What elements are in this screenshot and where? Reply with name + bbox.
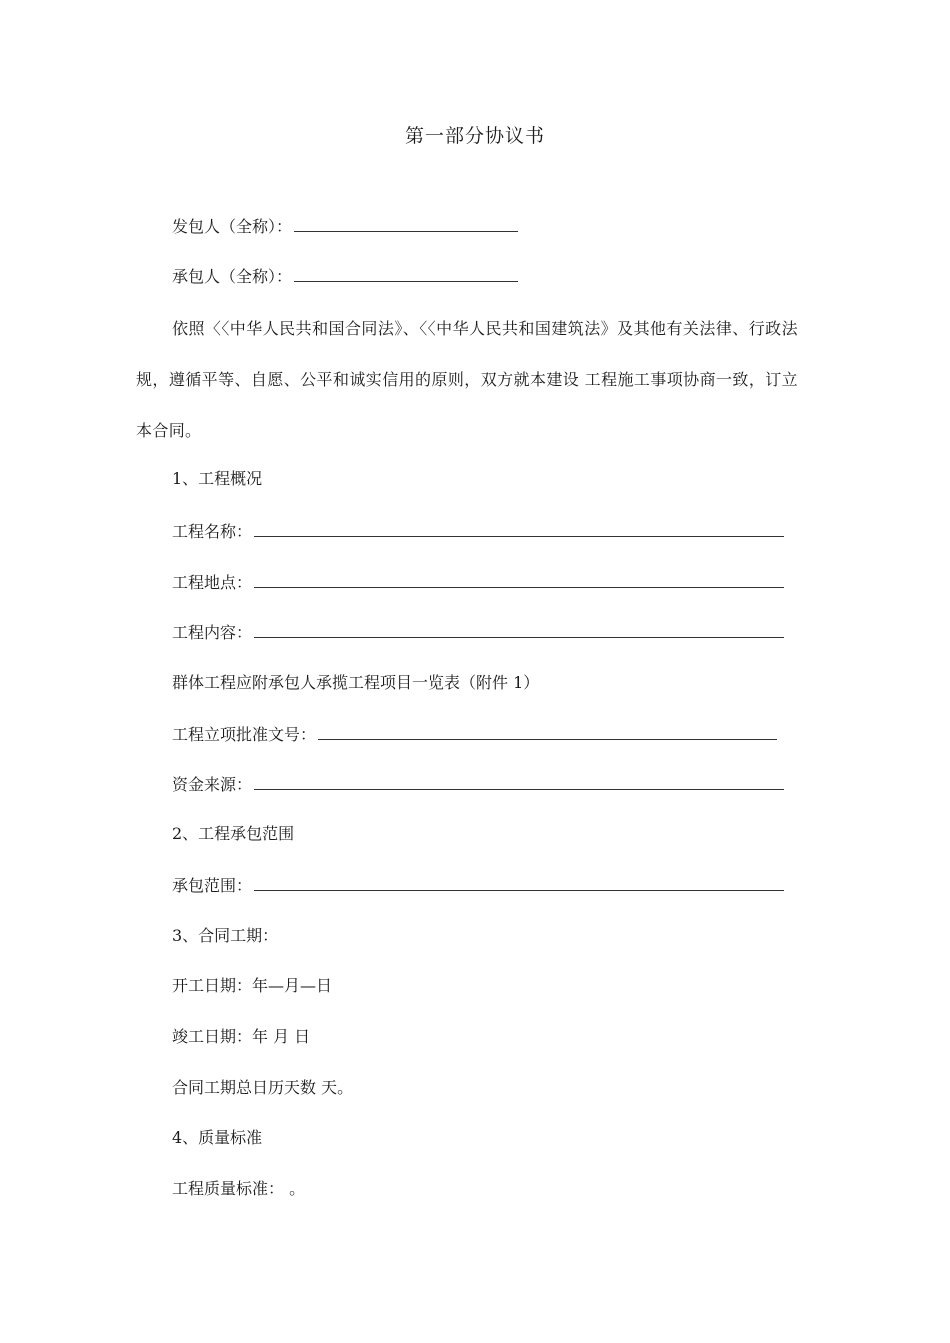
contractor-row: [172, 264, 518, 288]
section3-heading: 3、合同工期：: [172, 926, 279, 945]
approval-number-label: 工程立项批准文号：: [172, 725, 317, 744]
total-days-text: 合同工期总日历天数 天。: [172, 1078, 354, 1097]
project-location-blank[interactable]: [254, 570, 784, 588]
group-project-note: 群体工程应附承包人承揽工程项目一览表（附件 1）: [172, 673, 540, 692]
start-date-text: 开工日期：年—月—日: [172, 976, 333, 995]
quality-standard-text: 工程质量标准： 。: [172, 1179, 306, 1198]
fund-source-blank[interactable]: [254, 772, 784, 790]
project-location-label: 工程地点：: [172, 573, 253, 592]
scope-label: 承包范围：: [172, 876, 253, 895]
project-content-row: [172, 620, 784, 644]
contractor-name-blank[interactable]: [294, 264, 518, 282]
page-title: 第一部分协议书: [404, 125, 545, 147]
project-content-blank[interactable]: [254, 620, 784, 638]
contractor-label: 承包人（全称）：: [172, 267, 293, 286]
employer-name-blank[interactable]: [294, 214, 518, 232]
project-location-row: [172, 570, 784, 594]
employer-label: 发包人（全称）：: [172, 217, 293, 236]
fund-source-row: [172, 772, 784, 796]
approval-number-blank[interactable]: [318, 722, 777, 740]
section4-heading: 4、质量标准: [172, 1128, 263, 1147]
intro-paragraph: 依照〈〈中华人民共和国合同法》、〈〈中华人民共和国建筑法》及其他有关法律、行政法规，遵循平等、自愿、公平和诚实信用的原则，双方就本建设 工程施工事项协商一致，订立本合同。: [136, 319, 798, 440]
project-name-blank[interactable]: [254, 519, 784, 537]
fund-source-label: 资金来源：: [172, 775, 253, 794]
scope-blank[interactable]: [254, 873, 784, 891]
project-name-label: 工程名称：: [172, 522, 253, 541]
project-content-label: 工程内容：: [172, 623, 253, 642]
scope-row: [172, 873, 784, 897]
section2-heading: 2、工程承包范围: [172, 824, 295, 843]
employer-row: [172, 214, 518, 238]
completion-date-text: 竣工日期：年 月 日: [172, 1027, 311, 1046]
project-name-row: [172, 519, 784, 543]
approval-number-row: [172, 722, 777, 746]
section1-heading: 1、工程概况: [172, 469, 263, 488]
